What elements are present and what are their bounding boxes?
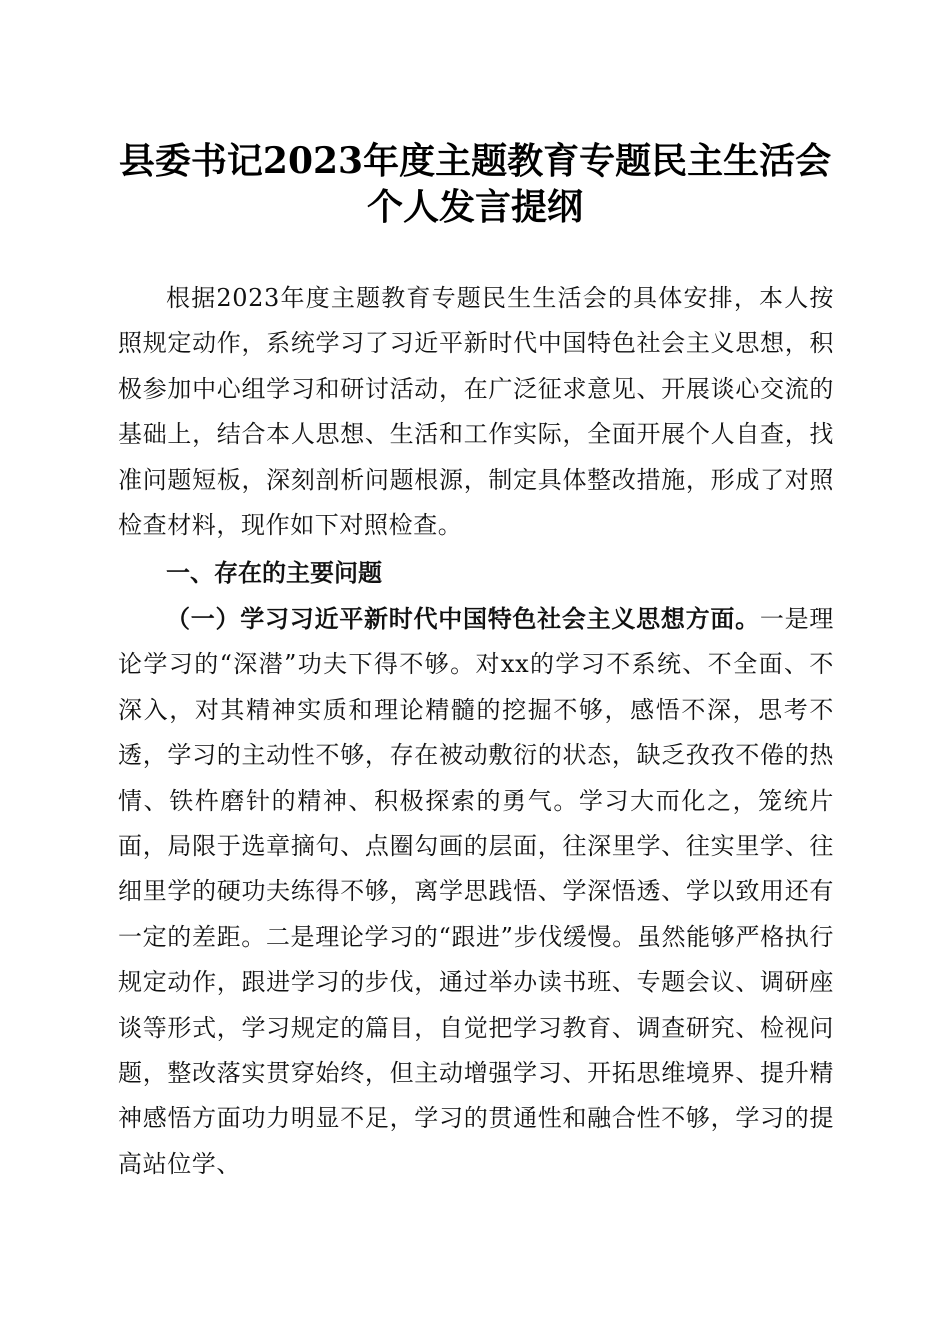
subsection-paragraph <box>118 596 834 1187</box>
intro-paragraph: 根据2023年度主题教育专题民生生活会的具体安排，本人按照规定动作，系统学习了习近平新时代中国特色社会主义思想，积极参加中心组学习和研讨活动，在广泛征求意见、开展谈心交流的基础上，结合本人思想、生活和工作实际，全面开展个人自查，找准问题短板，深刻剖析问题根源，制定具体整改措施，形成了对照检查材料，现作如下对照检查。 <box>118 284 834 540</box>
document-title-line1: 县委书记2023年度主题教育专题民主生活会 <box>118 140 832 182</box>
subsection-heading: （一）学习习近平新时代中国特色社会主义思想方面。 <box>166 604 760 633</box>
section-heading: 一、存在的主要问题 <box>166 559 382 587</box>
subsection-body: 一是理论学习的“深潜”功夫下得不够。对xx的学习不系统、不全面、不深入，对其精神实质和理论精髓的挖掘不够，感悟不深，思考不透，学习的主动性不够，存在被动敷衍的状态，缺乏孜孜不倦的热情、铁杵磨针的精神、积极探索的勇气。学习大而化之，笼统片面，局限于选章摘句、点圈勾画的层面，往深里学、往实里学、往细里学的硬功夫练得不够，离学思践悟、学深悟透、学以致用还有一定的差距。二是理论学习的“跟进”步伐缓慢。虽然能够严格执行规定动作，跟进学习的步伐，通过举办读书班、专题会议、调研座谈等形式，学习规定的篇目，自觉把学习教育、调查研究、检视问题，整改落实贯穿始终，但主动增强学习、开拓思维境界、提升精神感悟方面功力明显不足，学习的贯通性和融合性不够，学习的提高站位学、 <box>118 605 834 1178</box>
document-title-line2: 个人发言提纲 <box>366 186 583 228</box>
